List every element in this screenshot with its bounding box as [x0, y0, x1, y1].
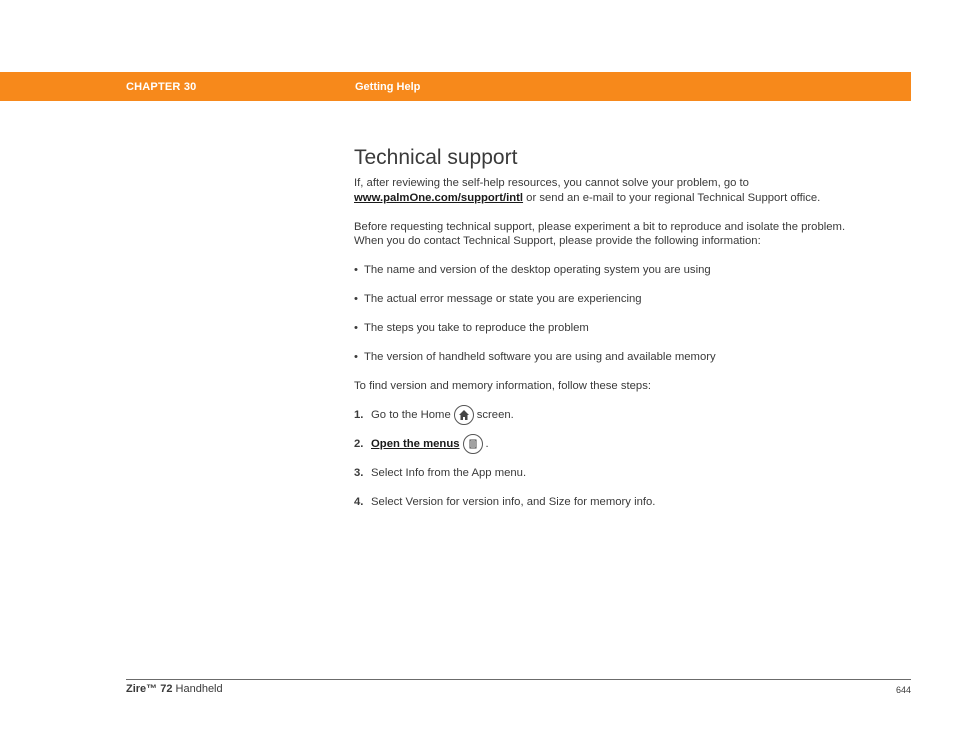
before-line-2: When you do contact Technical Support, please provide the following information:: [354, 235, 761, 247]
steps-intro: To find version and memory information, follow these steps:: [354, 380, 651, 392]
footer-divider: [126, 679, 911, 680]
page-title: Technical support: [354, 146, 518, 169]
chapter-title: Getting Help: [355, 81, 421, 93]
step-item: [354, 437, 914, 452]
intro-text: If, after reviewing the self-help resources, you cannot solve your problem, go to: [354, 177, 749, 189]
support-link[interactable]: www.palmOne.com/support/intl: [354, 191, 524, 204]
product-name-bold: Zire™ 72: [126, 683, 173, 695]
page-number: 644: [895, 685, 911, 695]
step-text-after: screen.: [476, 409, 514, 421]
step-text: Select Version for version info, and Size for memory info.: [371, 496, 656, 508]
intro-paragraph: [354, 176, 914, 205]
step-number: 1.: [354, 409, 364, 421]
step-item: [354, 466, 914, 481]
step-text-after: .: [485, 438, 489, 450]
bullet-dot: •: [354, 322, 358, 334]
step-text: Select Info from the App menu.: [371, 467, 527, 479]
step-number: 2.: [354, 438, 364, 450]
before-paragraph: [354, 220, 914, 249]
step-item: [354, 495, 914, 510]
bullet-dot: •: [354, 351, 358, 363]
footer-product-name: [126, 683, 223, 695]
product-name-rest: Handheld: [172, 683, 223, 695]
list-item: • The name and version of the desktop operating system you are using: [354, 264, 711, 276]
home-icon: [454, 405, 474, 425]
chapter-label: CHAPTER 30: [126, 81, 197, 93]
menu-icon: [463, 434, 483, 454]
list-item: • The steps you take to reproduce the problem: [354, 322, 589, 334]
before-line-1: Before requesting technical support, please experiment a bit to reproduce and isolate the problem.: [354, 220, 846, 233]
intro-text-after: or send an e-mail to your regional Technical Support office.: [523, 191, 821, 204]
step-number: 4.: [354, 496, 364, 508]
list-item: • The version of handheld software you are using and available memory: [354, 351, 716, 363]
main-content: [354, 144, 914, 524]
steps-list: [354, 408, 914, 510]
list-item: • The actual error message or state you are experiencing: [354, 293, 642, 305]
step-item: [354, 408, 914, 423]
step-text: Go to the Home: [371, 409, 451, 421]
bullet-dot: •: [354, 293, 358, 305]
info-bullet-list: [354, 263, 914, 365]
step-number: 3.: [354, 467, 364, 479]
bullet-dot: •: [354, 264, 358, 276]
open-menus-link[interactable]: Open the menus: [371, 438, 460, 450]
